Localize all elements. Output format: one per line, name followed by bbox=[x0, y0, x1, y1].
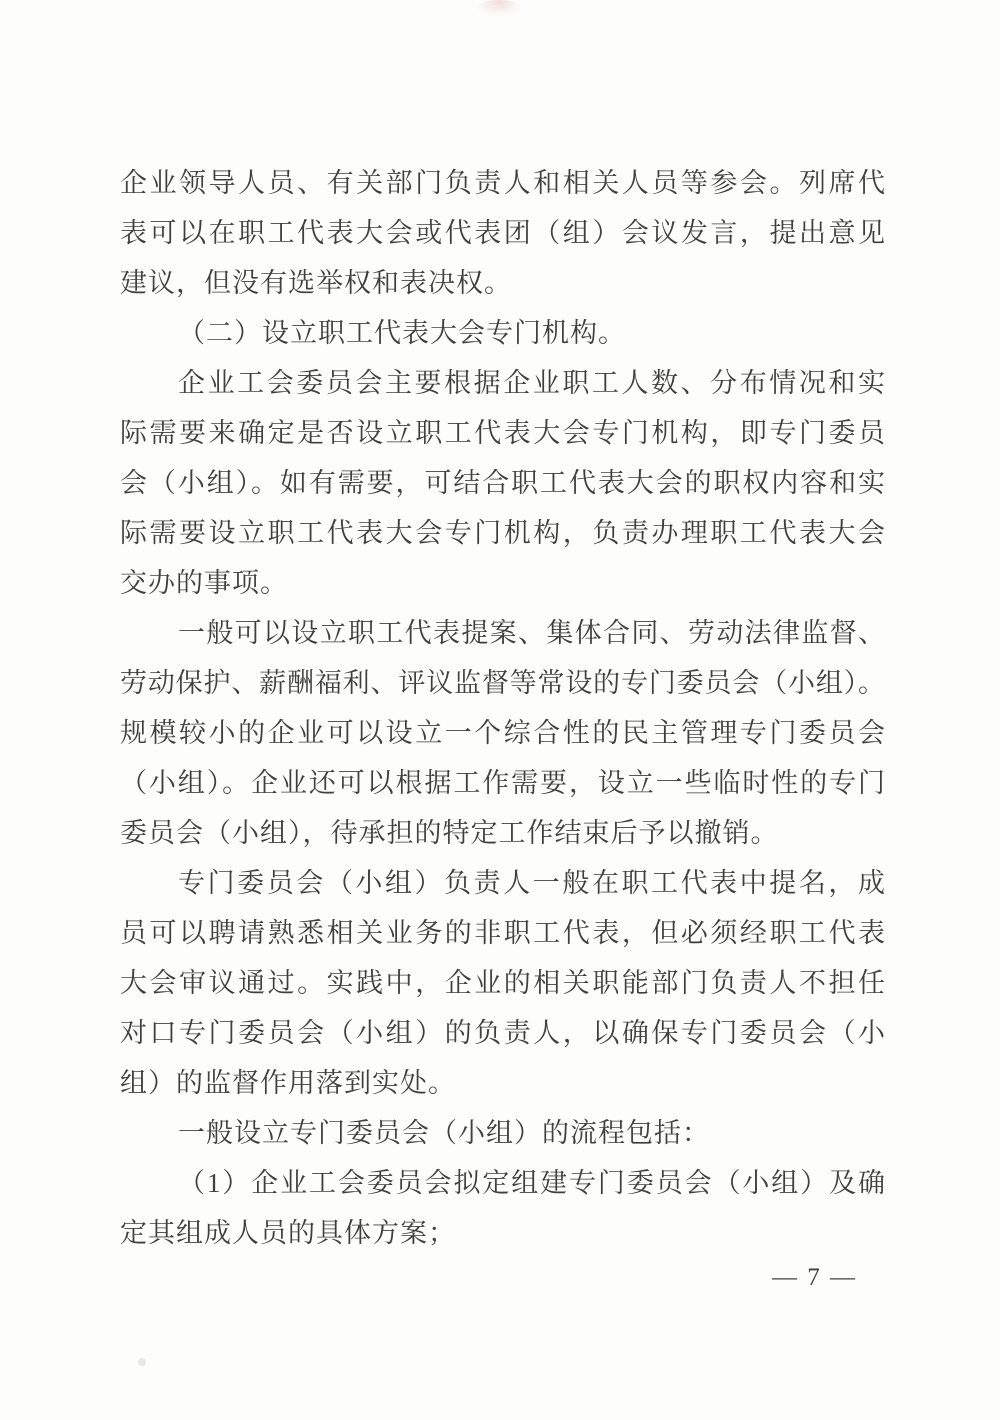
text-line: 大会审议通过。实践中，企业的相关职能部门负责人不担任 bbox=[120, 968, 885, 998]
text-line: 建议，但没有选举权和表决权。 bbox=[120, 268, 512, 298]
text-line: 一般设立专门委员会（小组）的流程包括： bbox=[178, 1118, 710, 1148]
text-line: 会（小组）。如有需要，可结合职工代表大会的职权内容和实 bbox=[120, 468, 885, 498]
list-item-line: （1）企业工会委员会拟定组建专门委员会（小组）及确 bbox=[178, 1168, 885, 1198]
text-line: 规模较小的企业可以设立一个综合性的民主管理专门委员会 bbox=[120, 718, 885, 748]
scan-artifact-gray-dot bbox=[138, 1358, 146, 1366]
text-line: 一般可以设立职工代表提案、集体合同、劳动法律监督、 bbox=[178, 618, 885, 648]
document-body bbox=[120, 158, 885, 1258]
page-number: — 7 — bbox=[772, 1264, 857, 1291]
section-heading-line: （二）设立职工代表大会专门机构。 bbox=[178, 318, 626, 348]
text-line: 交办的事项。 bbox=[120, 568, 288, 598]
text-line: 际需要设立职工代表大会专门机构，负责办理职工代表大会 bbox=[120, 518, 885, 548]
text-line: 企业领导人员、有关部门负责人和相关人员等参会。列席代 bbox=[120, 168, 885, 198]
text-line: 表可以在职工代表大会或代表团（组）会议发言，提出意见 bbox=[120, 218, 885, 248]
text-line: 际需要来确定是否设立职工代表大会专门机构，即专门委员 bbox=[120, 418, 885, 448]
text-line: 委员会（小组），待承担的特定工作结束后予以撤销。 bbox=[120, 818, 779, 848]
text-line: 组）的监督作用落到实处。 bbox=[120, 1068, 456, 1098]
scan-artifact-red-smudge bbox=[476, 0, 522, 16]
list-item-line: 定其组成人员的具体方案； bbox=[120, 1218, 456, 1248]
text-line: 专门委员会（小组）负责人一般在职工代表中提名，成 bbox=[178, 868, 885, 898]
text-line: （小组）。企业还可以根据工作需要，设立一些临时性的专门 bbox=[120, 768, 885, 798]
text-line: 对口专门委员会（小组）的负责人，以确保专门委员会（小 bbox=[120, 1018, 885, 1048]
text-line: 企业工会委员会主要根据企业职工人数、分布情况和实 bbox=[178, 368, 885, 398]
text-line: 劳动保护、薪酬福利、评议监督等常设的专门委员会（小组）。 bbox=[120, 668, 885, 698]
text-line: 员可以聘请熟悉相关业务的非职工代表，但必须经职工代表 bbox=[120, 918, 885, 948]
